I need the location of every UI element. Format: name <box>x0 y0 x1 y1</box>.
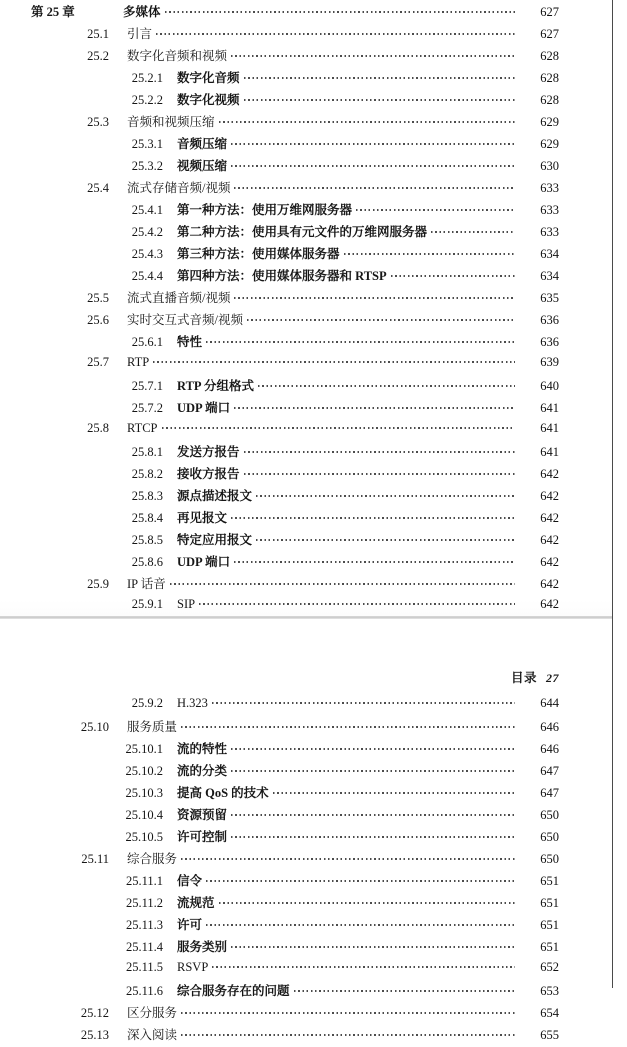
toc-leader-dots <box>231 48 515 60</box>
toc-entry-title: 数字化视频 <box>177 93 240 107</box>
toc-entry-page-number: 629 <box>540 137 559 151</box>
toc-entry-page-number: 628 <box>540 93 559 107</box>
toc-leader-dots <box>219 895 515 907</box>
toc-entry-title: 资源预留 <box>177 808 228 822</box>
toc-entry-number: 25.7 <box>87 355 109 369</box>
toc-entry <box>0 310 613 332</box>
toc-leader-dots <box>206 917 515 929</box>
toc-leader-dots <box>431 224 515 236</box>
toc-entry-number: 25.10 <box>80 720 109 734</box>
toc-entry-page-number: 644 <box>540 696 559 710</box>
toc-entry-title: RTP <box>127 355 150 369</box>
toc-entry-page-number: 630 <box>540 159 559 173</box>
toc-list-right <box>0 695 613 1047</box>
toc-entry-number: 25.11.4 <box>125 940 163 954</box>
toc-entry-title: RTCP <box>127 421 158 435</box>
toc-entry-page-number: 646 <box>540 742 559 756</box>
toc-entry-number: 25.4.1 <box>131 203 163 217</box>
toc-entry-title: 视频压缩 <box>177 159 228 173</box>
toc-leader-dots <box>162 420 515 432</box>
toc-entry-title: 综合服务存在的问题 <box>177 984 290 998</box>
toc-entry-number: 25.4.3 <box>131 247 163 261</box>
toc-entry <box>0 937 613 959</box>
toc-entry-number: 25.8.5 <box>131 533 163 547</box>
toc-entry <box>0 552 613 574</box>
toc-leader-dots <box>231 807 515 819</box>
toc-entry-title: 数字化音频 <box>177 71 240 85</box>
toc-entry <box>0 2 613 24</box>
toc-entry-page-number: 651 <box>540 896 559 910</box>
toc-entry-title: RTP 分组格式 <box>177 379 254 393</box>
toc-entry-number: 25.8.3 <box>131 489 163 503</box>
toc-entry <box>0 959 613 981</box>
toc-entry-number: 25.7.2 <box>131 401 163 415</box>
toc-entry-title: 流的分类 <box>177 764 228 778</box>
toc-entry-number: 25.10.4 <box>125 808 163 822</box>
toc-entry-title: 引言 <box>127 27 153 41</box>
toc-entry <box>0 486 613 508</box>
toc-entry <box>0 574 613 596</box>
toc-entry-title: 服务类别 <box>177 940 228 954</box>
toc-entry <box>0 695 613 717</box>
toc-entry-number: 第 25 章 <box>31 5 75 19</box>
toc-entry-page-number: 641 <box>540 421 559 435</box>
toc-entry <box>0 442 613 464</box>
toc-entry-number: 25.8.4 <box>131 511 163 525</box>
toc-entry-page-number: 633 <box>540 203 559 217</box>
toc-entry-title: 流的特性 <box>177 742 228 756</box>
toc-entry-title: 流式直播音频/视频 <box>127 291 231 305</box>
toc-entry-page-number: 629 <box>540 115 559 129</box>
toc-entry <box>0 717 613 739</box>
toc-entry-number: 25.4.2 <box>131 225 163 239</box>
toc-leader-dots <box>181 851 515 863</box>
toc-entry-number: 25.10.2 <box>125 764 163 778</box>
toc-entry <box>0 596 613 618</box>
toc-leader-dots <box>165 4 515 16</box>
toc-leader-dots <box>181 719 515 731</box>
toc-leader-dots <box>247 312 515 324</box>
toc-entry-title: 信令 <box>177 874 203 888</box>
toc-entry-number: 25.5 <box>87 291 109 305</box>
toc-entry-page-number: 633 <box>540 225 559 239</box>
toc-entry <box>0 783 613 805</box>
toc-entry-page-number: 628 <box>540 71 559 85</box>
page-folio-number: 27 <box>546 671 559 685</box>
toc-leader-dots <box>170 576 515 588</box>
toc-leader-dots <box>356 202 515 214</box>
toc-entry-page-number: 642 <box>540 577 559 591</box>
toc-leader-dots <box>244 92 515 104</box>
toc-entry-title: 实时交互式音频/视频 <box>127 313 243 327</box>
toc-entry-number: 25.11.2 <box>125 896 163 910</box>
toc-entry-page-number: 647 <box>540 786 559 800</box>
toc-leader-dots <box>206 334 515 346</box>
toc-entry-page-number: 633 <box>540 181 559 195</box>
toc-entry-page-number: 636 <box>540 313 559 327</box>
toc-entry-title: 多媒体 <box>123 5 161 19</box>
toc-entry <box>0 46 613 68</box>
toc-leader-dots <box>344 246 515 258</box>
toc-entry-number: 25.11 <box>81 852 109 866</box>
toc-leader-dots <box>219 114 515 126</box>
toc-leader-dots <box>258 378 515 390</box>
toc-leader-dots <box>231 939 515 951</box>
toc-entry-number: 25.10.5 <box>125 830 163 844</box>
toc-entry-title: 第二种方法：使用具有元文件的万维网服务器 <box>177 225 428 239</box>
toc-entry-title: UDP 端口 <box>177 401 231 415</box>
toc-entry-title: RSVP <box>177 960 209 974</box>
toc-entry-number: 25.2 <box>87 49 109 63</box>
toc-entry <box>0 288 613 310</box>
toc-entry-number: 25.11.3 <box>125 918 163 932</box>
toc-entry-page-number: 639 <box>540 355 559 369</box>
toc-entry <box>0 332 613 354</box>
toc-entry-page-number: 627 <box>540 27 559 41</box>
toc-leader-dots <box>181 1027 515 1039</box>
toc-entry <box>0 68 613 90</box>
toc-entry <box>0 464 613 486</box>
toc-leader-dots <box>244 70 515 82</box>
toc-entry <box>0 24 613 46</box>
toc-entry-title: 许可控制 <box>177 830 228 844</box>
toc-entry-title: 许可 <box>177 918 203 932</box>
toc-entry-number: 25.3 <box>87 115 109 129</box>
toc-leader-dots <box>244 466 515 478</box>
toc-entry-number: 25.8.1 <box>131 445 163 459</box>
toc-entry-title: H.323 <box>177 696 208 710</box>
toc-entry-page-number: 651 <box>540 918 559 932</box>
toc-entry-page-number: 627 <box>540 5 559 19</box>
toc-entry-number: 25.9.2 <box>131 696 163 710</box>
toc-leader-dots <box>231 510 515 522</box>
toc-entry-title: 区分服务 <box>127 1006 178 1020</box>
toc-leader-dots <box>391 268 515 280</box>
toc-entry <box>0 156 613 178</box>
toc-entry-number: 25.9 <box>87 577 109 591</box>
toc-entry-title: 深入阅读 <box>127 1028 178 1042</box>
toc-entry-number: 25.6 <box>87 313 109 327</box>
toc-entry-number: 25.8.6 <box>131 555 163 569</box>
toc-entry <box>0 827 613 849</box>
toc-entry-page-number: 628 <box>540 49 559 63</box>
toc-leader-dots <box>256 532 515 544</box>
toc-leader-dots <box>231 829 515 841</box>
toc-entry-title: 再见报文 <box>177 511 228 525</box>
toc-entry-page-number: 650 <box>540 852 559 866</box>
toc-entry-page-number: 642 <box>540 489 559 503</box>
toc-leader-dots <box>212 959 515 971</box>
toc-entry-number: 25.2.1 <box>131 71 163 85</box>
toc-entry-number: 25.11.5 <box>125 960 163 974</box>
toc-entry <box>0 222 613 244</box>
toc-leader-dots <box>153 354 515 366</box>
page-margin-bleed <box>613 0 627 988</box>
toc-leader-dots <box>231 136 515 148</box>
toc-entry-title: SIP <box>177 597 196 611</box>
toc-leader-dots <box>212 695 515 707</box>
toc-leader-dots <box>234 290 515 302</box>
toc-entry <box>0 244 613 266</box>
toc-entry-number: 25.12 <box>80 1006 109 1020</box>
toc-entry-page-number: 642 <box>540 467 559 481</box>
toc-entry-number: 25.6.1 <box>131 335 163 349</box>
toc-entry-page-number: 650 <box>540 830 559 844</box>
toc-entry-title: 第三种方法：使用媒体服务器 <box>177 247 340 261</box>
toc-entry-page-number: 642 <box>540 597 559 611</box>
toc-entry-title: 源点描述报文 <box>177 489 253 503</box>
toc-entry-title: 综合服务 <box>127 852 178 866</box>
toc-entry-title: 数字化音频和视频 <box>127 49 228 63</box>
toc-entry <box>0 178 613 200</box>
toc-entry <box>0 1025 613 1047</box>
toc-entry-page-number: 641 <box>540 401 559 415</box>
toc-entry-page-number: 647 <box>540 764 559 778</box>
toc-entry-title: 第四种方法：使用媒体服务器和 RTSP <box>177 269 387 283</box>
toc-leader-dots <box>294 983 515 995</box>
toc-entry <box>0 112 613 134</box>
toc-leader-dots <box>234 554 515 566</box>
toc-entry-number: 25.2.2 <box>131 93 163 107</box>
toc-entry-title: 音频压缩 <box>177 137 228 151</box>
toc-entry <box>0 915 613 937</box>
toc-entry <box>0 739 613 761</box>
toc-entry-title: 音频和视频压缩 <box>127 115 215 129</box>
toc-entry-title: 特性 <box>177 335 203 349</box>
toc-entry <box>0 1003 613 1025</box>
toc-entry-page-number: 646 <box>540 720 559 734</box>
toc-leader-dots <box>231 741 515 753</box>
toc-leader-dots <box>273 785 515 797</box>
toc-entry-number: 25.4.4 <box>131 269 163 283</box>
toc-entry-number: 25.13 <box>80 1028 109 1042</box>
toc-entry-page-number: 636 <box>540 335 559 349</box>
toc-entry <box>0 354 613 376</box>
toc-entry <box>0 508 613 530</box>
toc-entry-title: 流规范 <box>177 896 215 910</box>
toc-leader-dots <box>234 180 515 192</box>
toc-entry-page-number: 635 <box>540 291 559 305</box>
toc-entry-number: 25.7.1 <box>131 379 163 393</box>
toc-entry-page-number: 634 <box>540 269 559 283</box>
toc-leader-dots <box>231 158 515 170</box>
toc-entry-title: UDP 端口 <box>177 555 231 569</box>
toc-entry-page-number: 651 <box>540 940 559 954</box>
toc-entry-page-number: 651 <box>540 874 559 888</box>
toc-entry-page-number: 642 <box>540 533 559 547</box>
toc-entry <box>0 376 613 398</box>
toc-entry-number: 25.3.2 <box>131 159 163 173</box>
toc-entry-number: 25.10.3 <box>125 786 163 800</box>
toc-entry-number: 25.8.2 <box>131 467 163 481</box>
toc-entry-title: 接收方报告 <box>177 467 240 481</box>
toc-entry <box>0 90 613 112</box>
toc-leader-dots <box>231 763 515 775</box>
toc-entry <box>0 805 613 827</box>
toc-entry-title: 服务质量 <box>127 720 178 734</box>
toc-entry-title: 提高 QoS 的技术 <box>177 786 269 800</box>
toc-leader-dots <box>156 26 515 38</box>
toc-entry-title: 第一种方法：使用万维网服务器 <box>177 203 353 217</box>
toc-entry <box>0 893 613 915</box>
toc-entry-title: 流式存储音频/视频 <box>127 181 231 195</box>
running-head-label: 目录 <box>510 671 537 685</box>
toc-entry <box>0 266 613 288</box>
toc-entry <box>0 871 613 893</box>
toc-entry-page-number: 634 <box>540 247 559 261</box>
toc-entry-number: 25.8 <box>87 421 109 435</box>
toc-entry-page-number: 652 <box>540 960 559 974</box>
toc-entry <box>0 530 613 552</box>
toc-entry-page-number: 655 <box>540 1028 559 1042</box>
toc-entry-number: 25.1 <box>87 27 109 41</box>
toc-entry-page-number: 654 <box>540 1006 559 1020</box>
toc-entry-page-number: 653 <box>540 984 559 998</box>
toc-leader-dots <box>234 400 515 412</box>
toc-entry-page-number: 642 <box>540 555 559 569</box>
toc-entry-number: 25.10.1 <box>125 742 163 756</box>
toc-entry <box>0 981 613 1003</box>
toc-entry <box>0 134 613 156</box>
toc-entry-number: 25.3.1 <box>131 137 163 151</box>
toc-entry-page-number: 650 <box>540 808 559 822</box>
toc-entry-number: 25.4 <box>87 181 109 195</box>
toc-entry-page-number: 642 <box>540 511 559 525</box>
toc-entry-page-number: 641 <box>540 445 559 459</box>
toc-entry <box>0 398 613 420</box>
toc-entry <box>0 849 613 871</box>
running-head <box>511 668 559 686</box>
toc-entry-title: 发送方报告 <box>177 445 240 459</box>
toc-leader-dots <box>181 1005 515 1017</box>
toc-entry <box>0 761 613 783</box>
toc-leader-dots <box>199 596 515 608</box>
toc-entry-number: 25.9.1 <box>131 597 163 611</box>
toc-entry-number: 25.11.6 <box>125 984 163 998</box>
toc-leader-dots <box>256 488 515 500</box>
toc-entry-title: 特定应用报文 <box>177 533 253 547</box>
toc-leader-dots <box>244 444 515 456</box>
toc-entry-number: 25.11.1 <box>125 874 163 888</box>
toc-entry-title: IP 话音 <box>127 577 166 591</box>
toc-leader-dots <box>206 873 515 885</box>
toc-entry <box>0 200 613 222</box>
toc-entry <box>0 420 613 442</box>
toc-list-left <box>0 2 613 618</box>
toc-entry-page-number: 640 <box>540 379 559 393</box>
